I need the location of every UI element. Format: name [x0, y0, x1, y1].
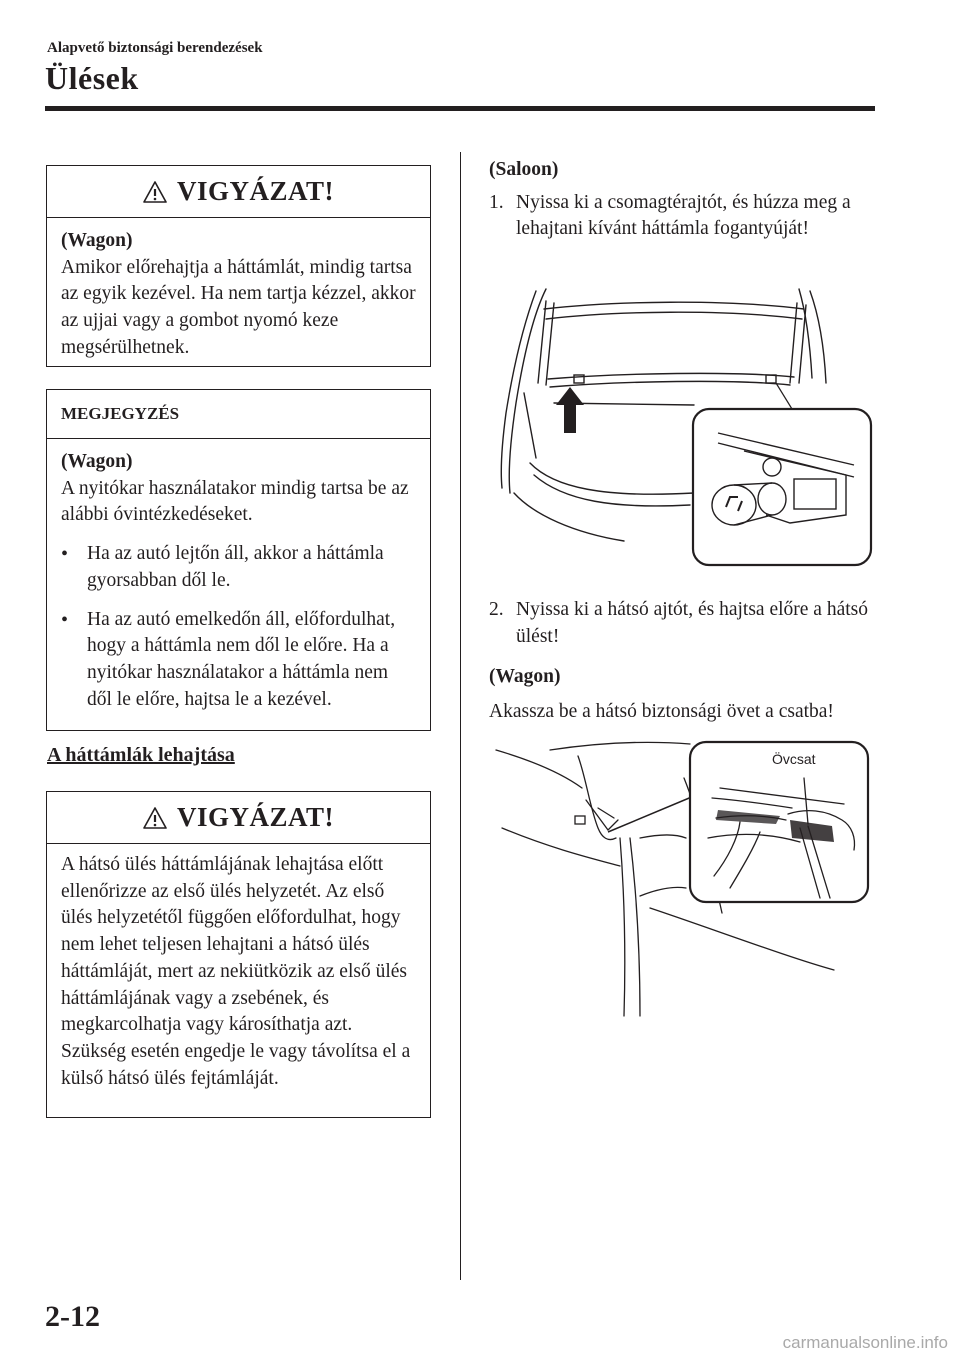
- warning-triangle-icon: [143, 181, 167, 203]
- note-bullet-text: Ha az autó lejtőn áll, akkor a háttámla gyorsabban dől le.: [87, 543, 384, 591]
- caution-text: Amikor előrehajtja a háttámlát, mindig tartsa az egyik kezével. Ha nem tartja kézzel, akkor az ujjai vagy a gombot nyomó keze megsérülhetnek.: [61, 256, 416, 358]
- trunk-illustration: [494, 283, 876, 571]
- step-number: 1.: [489, 191, 504, 213]
- note-intro: A nyitókar használatakor mindig tartsa be az alábbi óvintézkedéseket.: [61, 477, 409, 526]
- step-number: 2.: [489, 599, 504, 620]
- caution-box-wagon: [46, 165, 431, 367]
- belt-buckle-caption: Övcsat: [772, 751, 816, 767]
- note-box: [46, 389, 431, 731]
- note-subheading: (Wagon): [61, 451, 133, 472]
- caution-text: A hátsó ülés háttámlájának lehajtása előtt ellenőrizze az első ülés helyzetét. Az első ülés helyzetétől függően előfordulhat, hogy nem lehet teljesen lehajtani a hátsó ülés háttámláját, mert az nekiütközik az első ülés háttámlájának vagy a zsebének, és megkarcolhatja vagy károsíthatja azt. Szükség esetén engedje le vagy távolítsa el a külső hátsó ülés fejtámláját.: [61, 854, 411, 1089]
- note-header: MEGJEGYZÉS: [47, 390, 430, 439]
- caution-header: [47, 792, 430, 844]
- column-divider: [460, 152, 461, 1280]
- step-2: [489, 597, 884, 650]
- note-bullet: • Ha az autó emelkedőn áll, előfordulhat, hogy a háttámla nem dől le előre. Ha a nyitókar használatakor a háttámla nem dől le előre, hajtsa le a kezével.: [61, 607, 416, 714]
- warning-triangle-icon: [143, 807, 167, 829]
- section-label: Alapvető biztonsági berendezések: [47, 40, 263, 56]
- step-text: Nyissa ki a hátsó ajtót, és hajtsa előre a hátsó ülést!: [516, 599, 868, 647]
- wagon-label: (Wagon): [489, 666, 561, 688]
- caution-header: [47, 166, 430, 218]
- caution-title: VIGYÁZAT!: [176, 176, 334, 206]
- title-rule: [45, 106, 875, 111]
- note-bullet-text: Ha az autó emelkedőn áll, előfordulhat, hogy a háttámla nem dől le előre. Ha a nyitókar használatakor a háttámla nem dől le előre, hajtsa le a kezével.: [87, 608, 396, 710]
- step-1: [489, 190, 884, 243]
- caution-box-fold: [46, 791, 431, 1118]
- section-heading: A háttámlák lehajtása: [47, 744, 235, 766]
- page-title: Ülések: [45, 60, 139, 96]
- step-text: Nyissa ki a csomagtérajtót, és húzza meg a lehajtani kívánt háttámla fogantyúját!: [516, 191, 851, 240]
- page-number: 2-12: [45, 1300, 100, 1333]
- caution-title: VIGYÁZAT!: [176, 802, 334, 832]
- seatbelt-illustration: [490, 738, 875, 1018]
- watermark: carmanualsonline.info: [782, 1333, 948, 1352]
- note-bullet: • Ha az autó lejtőn áll, akkor a háttámla gyorsabban dől le.: [61, 541, 416, 594]
- saloon-label: (Saloon): [489, 159, 559, 180]
- caution-subheading: (Wagon): [61, 230, 133, 251]
- wagon-text: Akassza be a hátsó biztonsági övet a csatba!: [489, 701, 834, 723]
